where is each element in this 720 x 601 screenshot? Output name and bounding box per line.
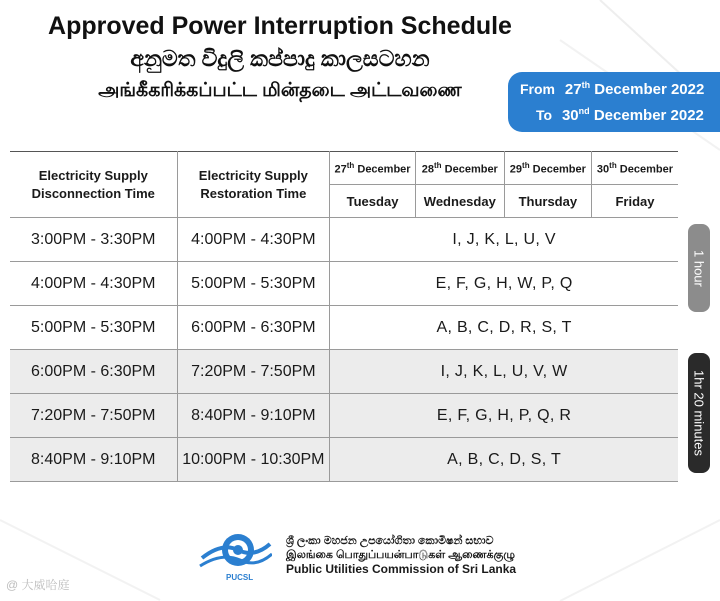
table-row bbox=[10, 262, 678, 306]
disconnect-time: 6:00PM - 6:30PM bbox=[10, 350, 177, 394]
page-title: Approved Power Interruption Schedule bbox=[48, 12, 512, 40]
header-restoration-time: Electricity Supply Restoration Time bbox=[177, 152, 330, 218]
header-date-3: 29th December bbox=[504, 152, 591, 185]
disconnect-time: 4:00PM - 4:30PM bbox=[10, 262, 177, 306]
header-day-2: Wednesday bbox=[415, 185, 504, 218]
header-date-4: 30th December bbox=[591, 152, 678, 185]
org-name-sinhala: ශ්‍රී ලංකා මහජන උපයෝගිතා කොමිෂන් සභාව bbox=[286, 535, 494, 547]
disconnect-time: 7:20PM - 7:50PM bbox=[10, 394, 177, 438]
restore-time: 6:00PM - 6:30PM bbox=[177, 306, 330, 350]
affected-groups: A, B, C, D, R, S, T bbox=[330, 306, 678, 350]
affected-groups: I, J, K, L, U, V bbox=[330, 218, 678, 262]
schedule-table bbox=[10, 151, 678, 482]
header-day-3: Thursday bbox=[504, 185, 591, 218]
table-row bbox=[10, 218, 678, 262]
header-day-4: Friday bbox=[591, 185, 678, 218]
disconnect-time: 3:00PM - 3:30PM bbox=[10, 218, 177, 262]
table-row bbox=[10, 306, 678, 350]
org-name-tamil: இலங்கை பொதுப்பயன்பாடுகள் ஆணைக்குழு bbox=[286, 549, 516, 561]
restore-time: 5:00PM - 5:30PM bbox=[177, 262, 330, 306]
duration-tab-1-hour: 1 hour bbox=[688, 224, 710, 312]
date-range-badge bbox=[508, 72, 720, 132]
affected-groups: I, J, K, L, U, V, W bbox=[330, 350, 678, 394]
pucsl-logo bbox=[198, 528, 272, 584]
restore-time: 8:40PM - 9:10PM bbox=[177, 394, 330, 438]
header-date-2: 28th December bbox=[415, 152, 504, 185]
affected-groups: E, F, G, H, W, P, Q bbox=[330, 262, 678, 306]
date-from: From 27th December 2022 bbox=[520, 80, 705, 98]
svg-text:PUCSL: PUCSL bbox=[226, 573, 254, 582]
header-day-1: Tuesday bbox=[330, 185, 416, 218]
restore-time: 4:00PM - 4:30PM bbox=[177, 218, 330, 262]
header-disconnection-time: Electricity Supply Disconnection Time bbox=[10, 152, 177, 218]
duration-tab-1hr-20-minutes: 1hr 20 minutes bbox=[688, 353, 710, 473]
affected-groups: E, F, G, H, P, Q, R bbox=[330, 394, 678, 438]
footer-organization bbox=[286, 534, 516, 576]
table-row bbox=[10, 350, 678, 394]
page-title-sinhala: අනුමත විදුලි කප්පාදු කාලසටහන bbox=[130, 46, 430, 71]
disconnect-time: 5:00PM - 5:30PM bbox=[10, 306, 177, 350]
date-to: To 30nd December 2022 bbox=[536, 106, 704, 124]
table-row bbox=[10, 394, 678, 438]
affected-groups: A, B, C, D, S, T bbox=[330, 438, 678, 482]
restore-time: 10:00PM - 10:30PM bbox=[177, 438, 330, 482]
table-row bbox=[10, 438, 678, 482]
disconnect-time: 8:40PM - 9:10PM bbox=[10, 438, 177, 482]
watermark: @ 大威哈庭 bbox=[6, 578, 70, 592]
header-date-1: 27th December bbox=[330, 152, 416, 185]
restore-time: 7:20PM - 7:50PM bbox=[177, 350, 330, 394]
org-name-english: Public Utilities Commission of Sri Lanka bbox=[286, 562, 517, 576]
page-title-tamil: அங்கீகரிக்கப்பட்ட மின்தடை அட்டவணை bbox=[98, 80, 462, 101]
